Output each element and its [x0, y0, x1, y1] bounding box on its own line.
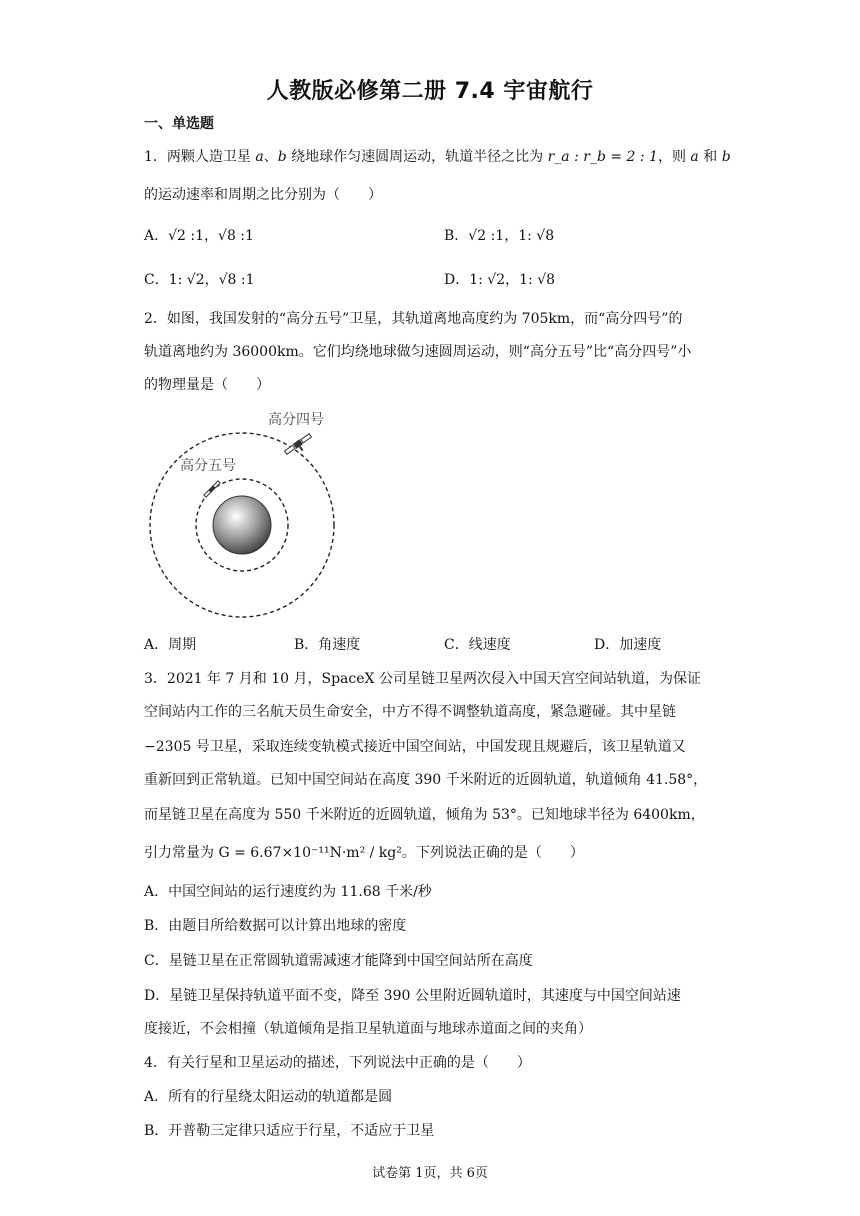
- q3-option-c[interactable]: C．星链卫星在正常圆轨道需减速才能降到中国空间站所在高度: [144, 953, 533, 969]
- var-a: a: [255, 149, 264, 165]
- q3-option-b[interactable]: B．由题目所给数据可以计算出地球的密度: [144, 918, 407, 934]
- q4-option-a[interactable]: A．所有的行星绕太阳运动的轨道都是圆: [144, 1089, 393, 1105]
- q3-text: 。下列说法正确的是（ ）: [401, 845, 584, 861]
- q3-option-d-line-2: 度接近，不会相撞（轨道倾角是指卫星轨道面与地球赤道面之间的夹角）: [144, 1021, 592, 1037]
- q3-line-1: 3．2021 年 7 月和 10 月，SpaceX 公司星链卫星两次侵入中国天宫空间站轨道，为保证: [144, 671, 701, 687]
- q2-option-c[interactable]: C．线速度: [444, 637, 511, 653]
- q1-option-c[interactable]: [144, 270, 255, 290]
- q1-text: ，则: [657, 149, 691, 165]
- option-label: D．: [444, 272, 470, 288]
- satellite-gf5-icon: [204, 481, 221, 498]
- earth-icon: [213, 496, 271, 554]
- label-gf5: 高分五号: [180, 458, 236, 474]
- q3-text: 引力常量为: [144, 845, 219, 861]
- page-footer: 试卷第 1页，共 6页: [372, 1166, 488, 1181]
- var-a: a: [690, 149, 699, 165]
- q1-line-2: 的运动速率和周期之比分别为（ ）: [144, 187, 382, 203]
- label-gf4: 高分四号: [268, 412, 324, 428]
- q1-text: 和: [698, 149, 722, 165]
- q4-line-1: 4．有关行星和卫星运动的描述，下列说法中正确的是（ ）: [144, 1055, 531, 1071]
- option-text: 1: √2，1: √8: [469, 272, 556, 288]
- q4-option-b[interactable]: B．开普勒三定律只适应于行星，不适应于卫星: [144, 1123, 435, 1139]
- q2-option-b[interactable]: B．角速度: [294, 637, 361, 653]
- q3-line-2: 空间站内工作的三名航天员生命安全，中方不得不调整轨道高度，紧急避碰。其中星链: [144, 704, 676, 720]
- orbit-figure: [148, 408, 338, 620]
- q2-line-2: 轨道离地约为 36000km。它们均绕地球做匀速圆周运动，则“高分五号”比“高分四号”小: [144, 344, 692, 360]
- q1-option-b[interactable]: [444, 226, 554, 246]
- section-heading: 一、单选题: [144, 116, 214, 132]
- option-text: √2 :1，√8 :1: [168, 228, 254, 244]
- q1-option-a[interactable]: [144, 226, 254, 246]
- q2-line-3: 的物理量是（ ）: [144, 377, 270, 393]
- option-label: B．: [444, 228, 469, 244]
- satellite-gf4-icon: [284, 433, 315, 459]
- option-label: A．: [144, 228, 169, 244]
- q2-option-a[interactable]: A．周期: [144, 637, 197, 653]
- q1-option-d[interactable]: [444, 270, 555, 290]
- q3-line-6: [144, 843, 584, 863]
- option-text: √2 :1，1: √8: [468, 228, 555, 244]
- var-b: b: [277, 149, 287, 165]
- q2-option-d[interactable]: D．加速度: [594, 637, 662, 653]
- option-text: 1: √2，√8 :1: [168, 272, 255, 288]
- q1-text: 绕地球作匀速圆周运动，轨道半径之比为: [286, 149, 548, 165]
- page-title: 人教版必修第二册 7.4 宇宙航行: [266, 79, 594, 104]
- q3-line-5: 而星链卫星在高度为 550 千米附近的近圆轨道，倾角为 53°。已知地球半径为 6400km，: [144, 807, 705, 823]
- q2-line-1: 2．如图，我国发射的“高分五号”卫星，其轨道离地高度约为 705km，而“高分四号”的: [144, 311, 683, 327]
- gravitational-constant-formula: G = 6.67×10⁻¹¹N·m² / kg²: [218, 845, 402, 861]
- var-b: b: [721, 149, 731, 165]
- q3-option-d-line-1[interactable]: D．星链卫星保持轨道平面不变，降至 390 公里附近圆轨道时，其速度与中国空间站速: [144, 988, 681, 1004]
- q1-sep: 、: [263, 149, 278, 165]
- option-label: C．: [144, 272, 169, 288]
- q3-line-4: 重新回到正常轨道。已知中国空间站在高度 390 千米附近的近圆轨道，轨道倾角 41.58°，: [144, 772, 708, 788]
- q3-option-a[interactable]: A．中国空间站的运行速度约为 11.68 千米/秒: [144, 884, 432, 900]
- radius-ratio-formula: r_a : r_b = 2 : 1: [547, 149, 658, 165]
- q1-line-1: [144, 147, 731, 167]
- q1-text: 1．两颗人造卫星: [144, 149, 256, 165]
- q3-line-3: −2305 号卫星，采取连续变轨模式接近中国空间站，中国发现且规避后，该卫星轨道又: [144, 739, 686, 755]
